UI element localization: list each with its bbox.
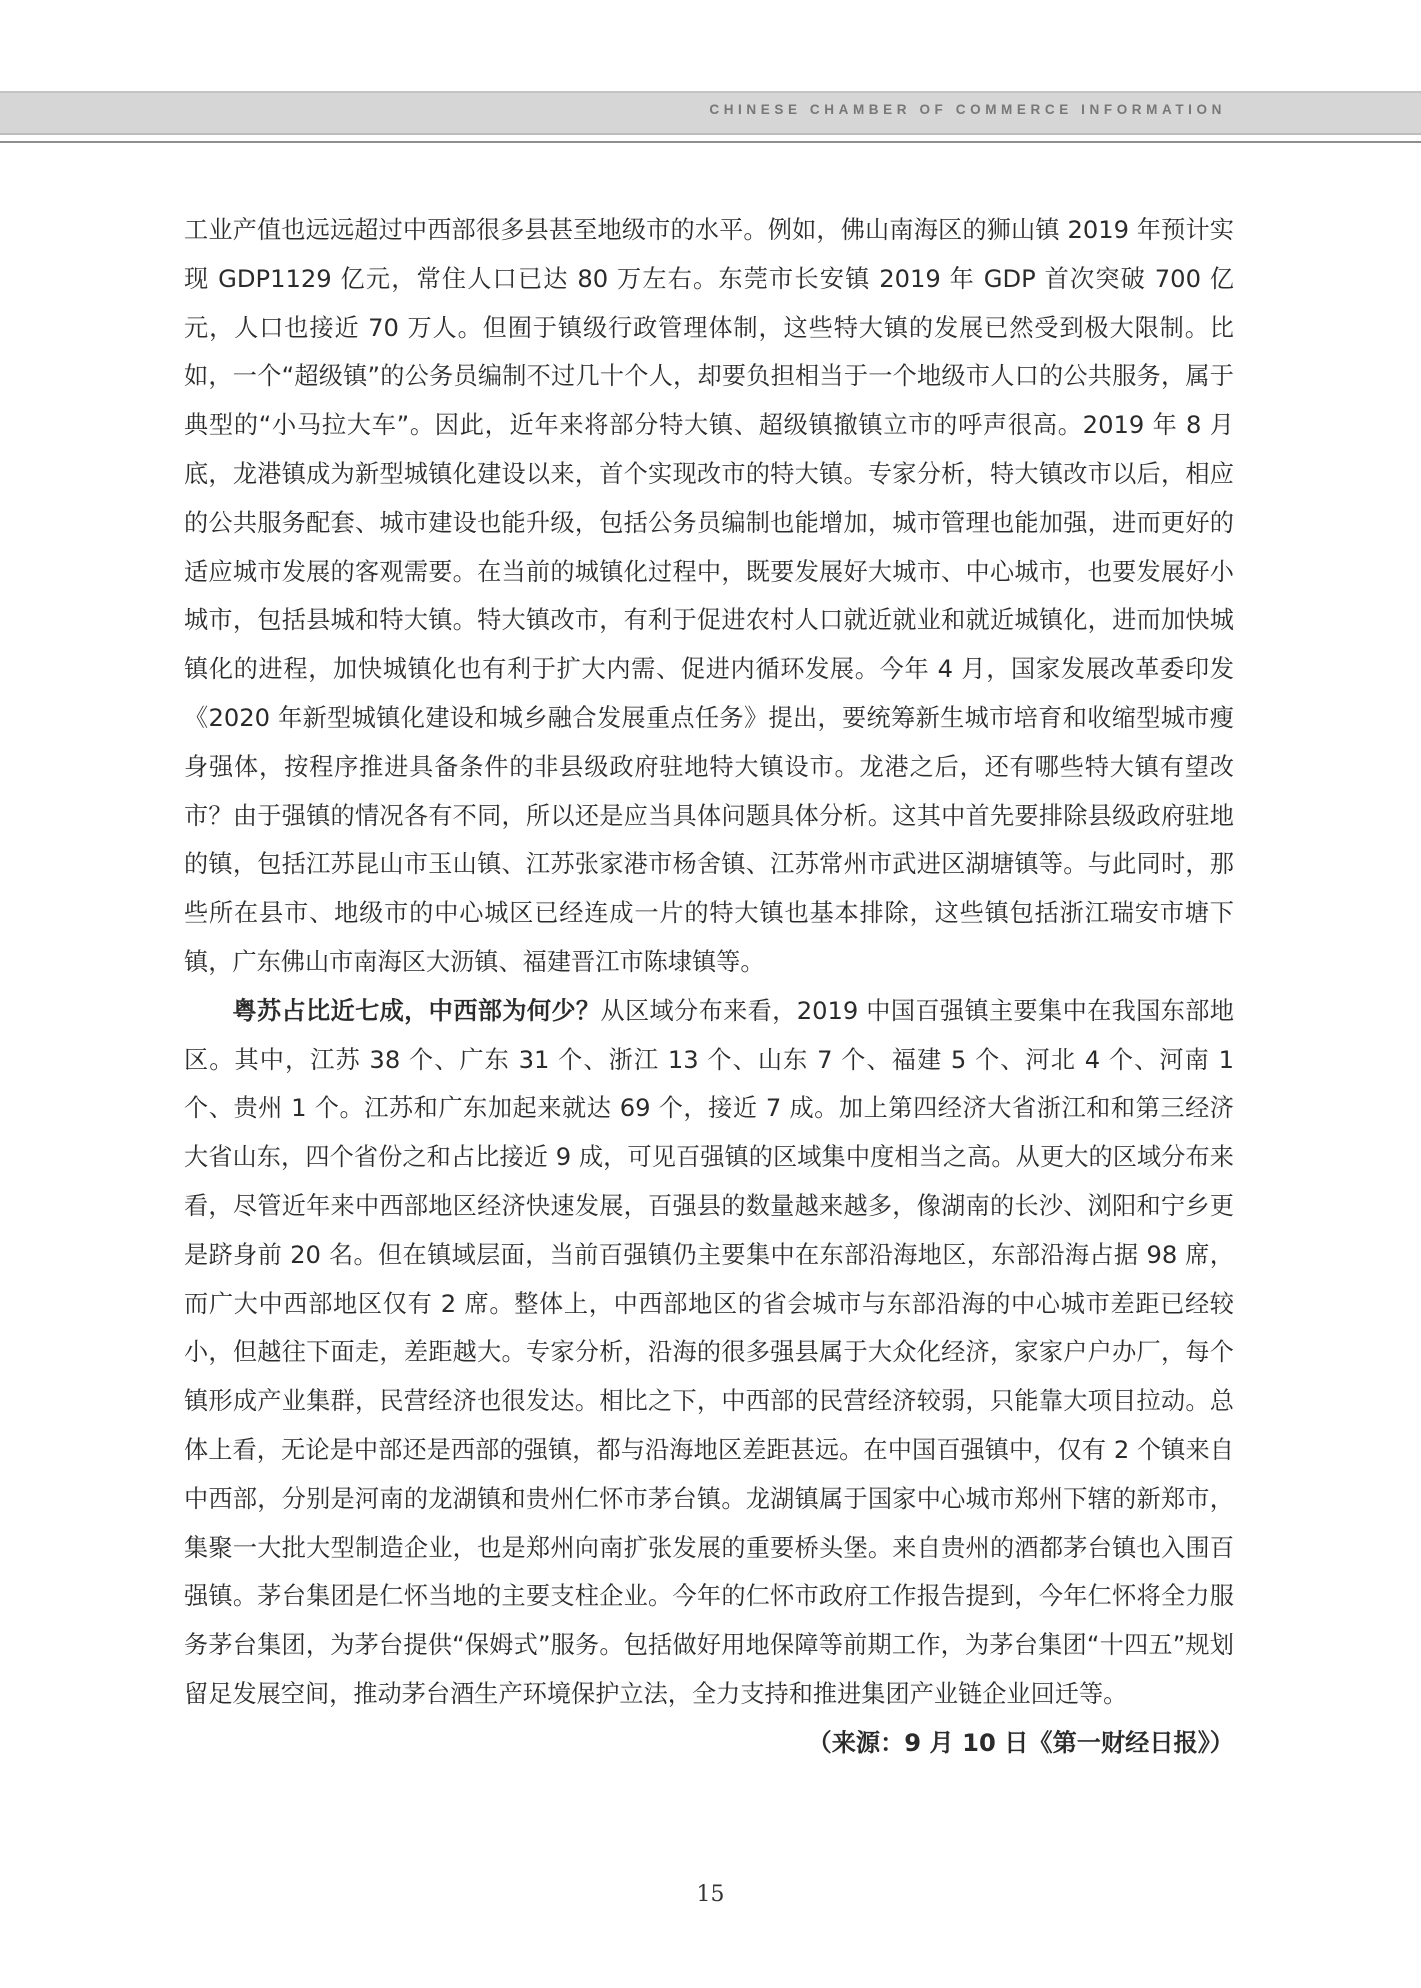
paragraph-2-lead: 粤苏占比近七成，中西部为何少？: [232, 996, 601, 1025]
article-body: [184, 206, 1234, 1768]
source-citation: （来源：9 月 10 日《第一财经日报》）: [807, 1728, 1234, 1757]
running-title: CHINESE CHAMBER OF COMMERCE INFORMATION: [709, 102, 1226, 117]
paragraph-2-body: 从区域分布来看，2019 中国百强镇主要集中在我国东部地区。其中，江苏 38 个、广东 31 个、浙江 13 个、山东 7 个、福建 5 个、河北 4 个、河南 1 个、贵州 1 个。江苏和广东加起来就达 69 个，接近 7 成。加上第四经济大省浙江和和第三经济大省山东，四个省份之和占比接近 9 成，可见百强镇的区域集中度相当之高。从更大的区域分布来看，尽管近年来中西部地区经济快速发展，百强县的数量越来越多，像湖南的长沙、浏阳和宁乡更是跻身前 20 名。但在镇域层面，当前百强镇仍主要集中在东部沿海地区，东部沿海占据 98 席，而广大中西部地区仅有 2 席。整体上，中西部地区的省会城市与东部沿海的中心城市差距已经较小，但越往下面走，差距越大。专家分析，沿海的很多强县属于大众化经济，家家户户办厂，每个镇形成产业集群，民营经济也很发达。相比之下，中西部的民营经济较弱，只能靠大项目拉动。总体上看，无论是中部还是西部的强镇，都与沿海地区差距甚远。在中国百强镇中，仅有 2 个镇来自中西部，分别是河南的龙湖镇和贵州仁怀市茅台镇。龙湖镇属于国家中心城市郑州下辖的新郑市，集聚一大批大型制造企业，也是郑州向南扩张发展的重要桥头堡。来自贵州的酒都茅台镇也入围百强镇。茅台集团是仁怀当地的主要支柱企业。今年的仁怀市政府工作报告提到，今年仁怀将全力服务茅台集团，为茅台提供“保姆式”服务。包括做好用地保障等前期工作，为茅台集团“十四五”规划留足发展空间，推动茅台酒生产环境保护立法，全力支持和推进集团产业链企业回迁等。: [184, 996, 1234, 1708]
page-number: 15: [696, 1882, 725, 1907]
paragraph-1: 工业产值也远远超过中西部很多县甚至地级市的水平。例如，佛山南海区的狮山镇 2019 年预计实现 GDP1129 亿元，常住人口已达 80 万左右。东莞市长安镇 2019 年 GDP 首次突破 700 亿元，人口也接近 70 万人。但囿于镇级行政管理体制，这些特大镇的发展已然受到极大限制。比如，一个“超级镇”的公务员编制不过几十个人，却要负担相当于一个地级市人口的公共服务，属于典型的“小马拉大车”。因此，近年来将部分特大镇、超级镇撤镇立市的呼声很高。2019 年 8 月底，龙港镇成为新型城镇化建设以来，首个实现改市的特大镇。专家分析，特大镇改市以后，相应的公共服务配套、城市建设也能升级，包括公务员编制也能增加，城市管理也能加强，进而更好的适应城市发展的客观需要。在当前的城镇化过程中，既要发展好大城市、中心城市，也要发展好小城市，包括县城和特大镇。特大镇改市，有利于促进农村人口就近就业和就近城镇化，进而加快城镇化的进程，加快城镇化也有利于扩大内需、促进内循环发展。今年 4 月，国家发展改革委印发《2020 年新型城镇化建设和城乡融合发展重点任务》提出，要统筹新生城市培育和收缩型城市瘦身强体，按程序推进具备条件的非县级政府驻地特大镇设市。龙港之后，还有哪些特大镇有望改市？由于强镇的情况各有不同，所以还是应当具体问题具体分析。这其中首先要排除县级政府驻地的镇，包括江苏昆山市玉山镇、江苏张家港市杨舍镇、江苏常州市武进区湖塘镇等。与此同时，那些所在县市、地级市的中心城区已经连成一片的特大镇也基本排除，这些镇包括浙江瑞安市塘下镇，广东佛山市南海区大沥镇、福建晋江市陈埭镇等。: [184, 216, 1234, 976]
paragraph-2: [184, 987, 1234, 1757]
header-rule: [0, 141, 1421, 143]
